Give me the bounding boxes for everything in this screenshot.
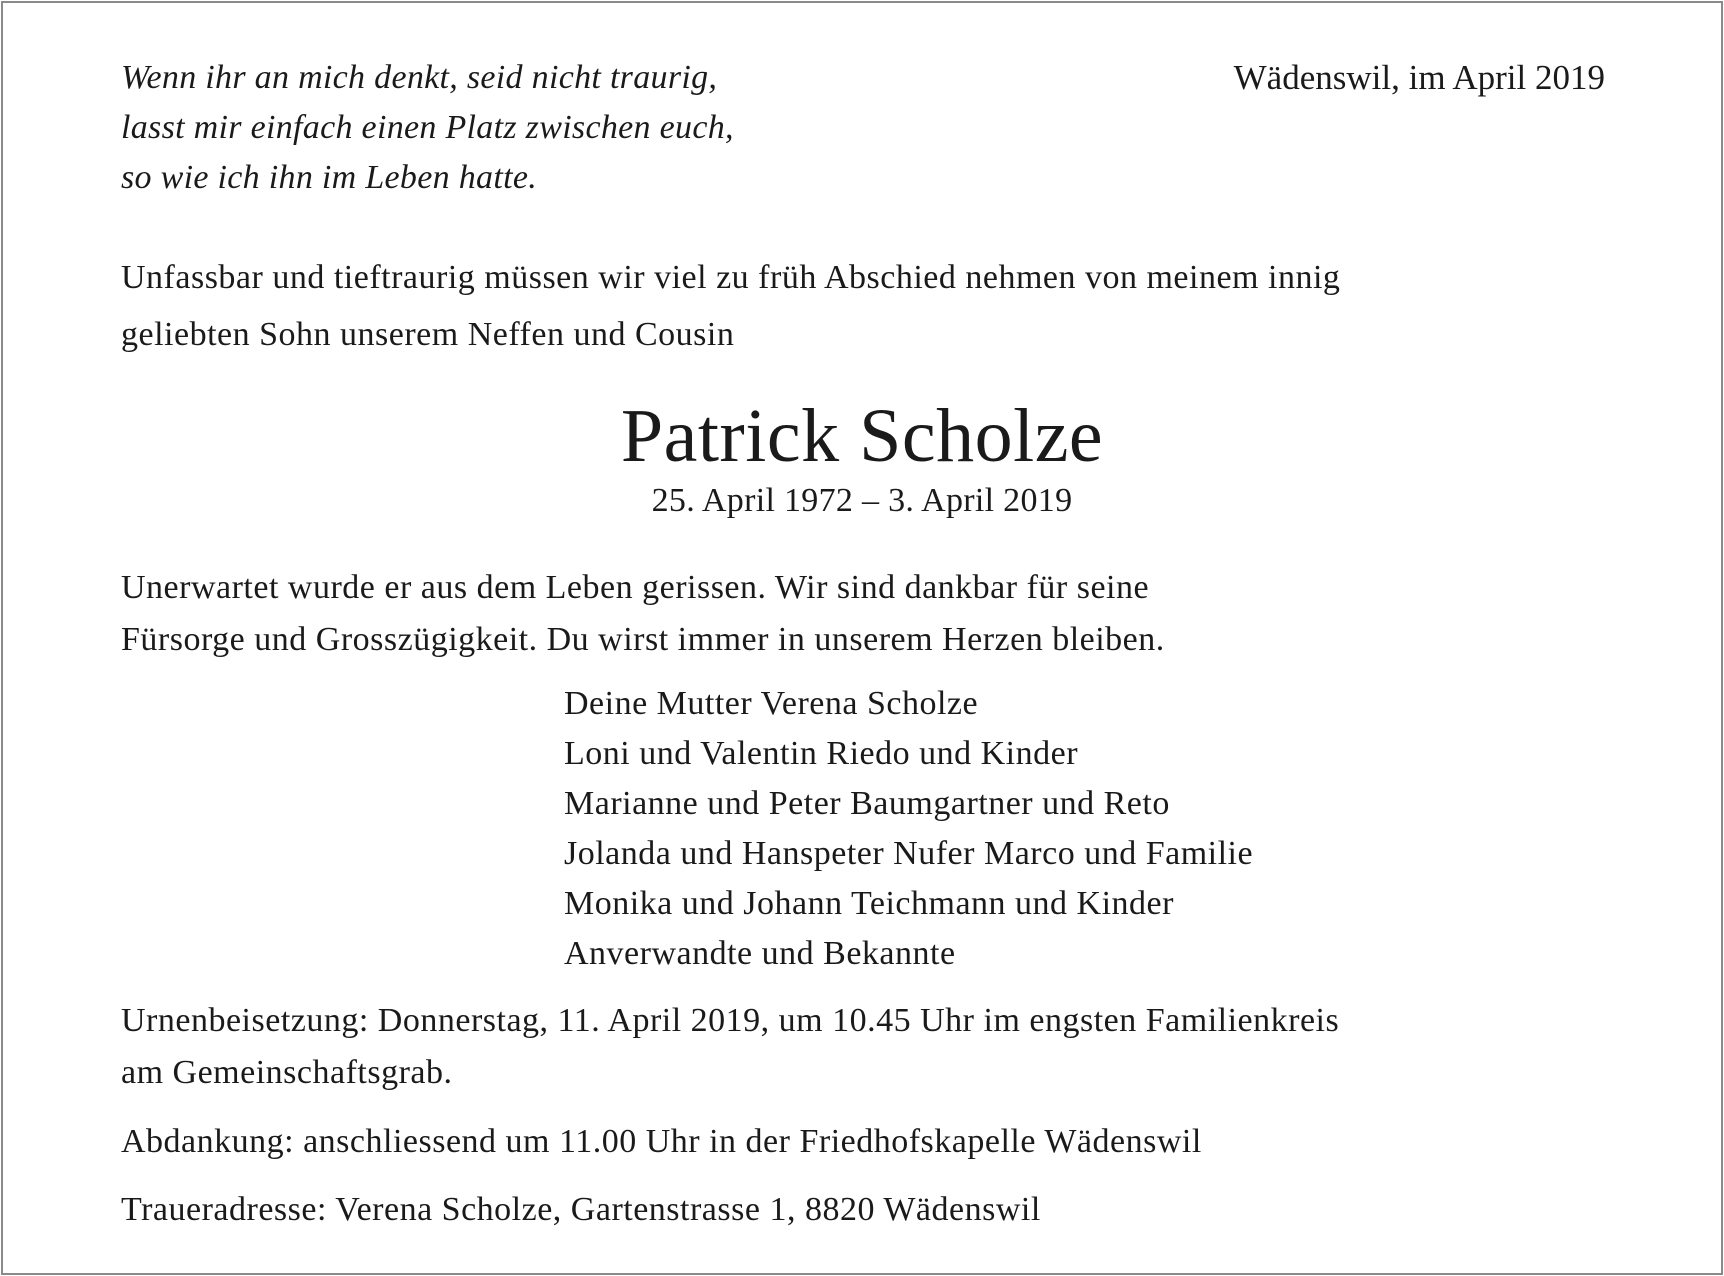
place-date: Wädenswil, im April 2019 bbox=[1233, 58, 1605, 97]
mourner-entry: Anverwandte und Bekannte bbox=[564, 935, 956, 972]
mourner-entry: Deine Mutter Verena Scholze bbox=[564, 685, 979, 722]
obituary-notice bbox=[1, 1, 1723, 1275]
quote-line: so wie ich ihn im Leben hatte. bbox=[121, 159, 538, 196]
mourner-entry: Loni und Valentin Riedo und Kinder bbox=[564, 735, 1079, 772]
memorial-service-info: Abdankung: anschliessend um 11.00 Uhr in der Friedhofskapelle Wädenswil bbox=[121, 1123, 1202, 1160]
message-line: Fürsorge und Grosszügigkeit. Du wirst immer in unserem Herzen bleiben. bbox=[121, 621, 1165, 658]
condolence-address: Traueradresse: Verena Scholze, Gartenstrasse 1, 8820 Wädenswil bbox=[121, 1191, 1041, 1228]
message-line: Unerwartet wurde er aus dem Leben gerissen. Wir sind dankbar für seine bbox=[121, 569, 1150, 606]
funeral-line: Urnenbeisetzung: Donnerstag, 11. April 2019, um 10.45 Uhr im engsten Familienkreis bbox=[121, 1002, 1340, 1039]
urn-burial-info bbox=[121, 995, 1339, 1099]
funeral-line: am Gemeinschaftsgrab. bbox=[121, 1054, 453, 1091]
condolence-message bbox=[121, 562, 1165, 666]
intro-line: geliebten Sohn unserem Neffen und Cousin bbox=[121, 316, 735, 353]
intro-text bbox=[121, 249, 1340, 363]
quote-line: lasst mir einfach einen Platz zwischen euch, bbox=[121, 109, 734, 146]
mourner-entry: Jolanda und Hanspeter Nufer Marco und Familie bbox=[564, 835, 1254, 872]
mourner-entry: Marianne und Peter Baumgartner und Reto bbox=[564, 785, 1170, 822]
deceased-name: Patrick Scholze bbox=[620, 394, 1104, 478]
memorial-quote bbox=[121, 53, 734, 203]
life-dates: 25. April 1972 – 3. April 2019 bbox=[651, 482, 1073, 519]
mourners-list bbox=[564, 679, 1253, 979]
intro-line: Unfassbar und tieftraurig müssen wir viel zu früh Abschied nehmen von meinem innig bbox=[121, 259, 1341, 296]
mourner-entry: Monika und Johann Teichmann und Kinder bbox=[564, 885, 1174, 922]
quote-line: Wenn ihr an mich denkt, seid nicht traurig, bbox=[121, 59, 718, 96]
